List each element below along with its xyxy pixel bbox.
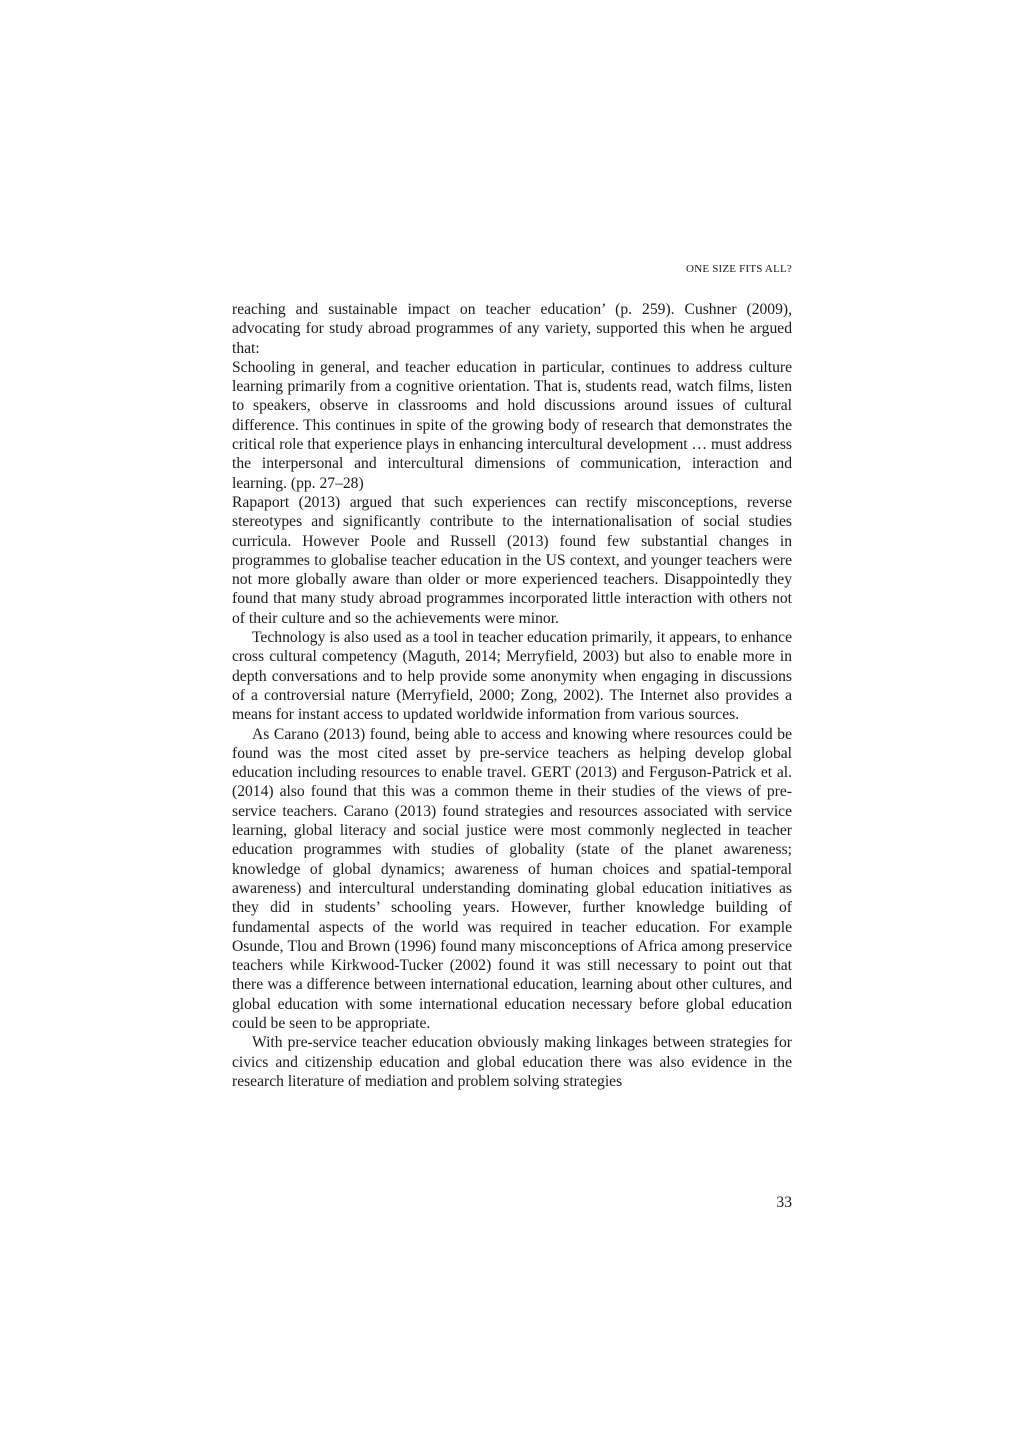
body-text xyxy=(232,300,792,1091)
paragraph-carano: As Carano (2013) found, being able to access and knowing where resources could be found was the most cited asset by pre-service teachers as helping develop global education including resources to enable travel. GERT (2013) and Ferguson-Patrick et al. (2014) also found that this was a common theme in their studies of the views of pre-service teachers. Carano (2013) found strategies and resources associated with service learning, global literacy and social justice were most commonly neglected in teacher education programmes with studies of globality (state of the planet awareness; knowledge of global dynamics; awareness of human choices and spatial-temporal awareness) and intercultural understanding dominating global education initiatives as they did in students’ schooling years. However, further knowledge building of fundamental aspects of the world was required in teacher education. For example Osunde, Tlou and Brown (1996) found many misconceptions of Africa among preservice teachers while Kirkwood-Tucker (2002) found it was still necessary to point out that there was a difference between international education, learning about other cultures, and global education with some international education necessary before global education could be seen to be appropriate. xyxy=(232,725,792,1032)
paragraph-preservice: With pre-service teacher education obviously making linkages between strategies for civics and citizenship education and global education there was also evidence in the research literature of mediation and problem solving strategies xyxy=(232,1034,792,1090)
page-number: 33 xyxy=(776,1194,792,1211)
paragraph-technology: Technology is also used as a tool in teacher education primarily, it appears, to enhance cross cultural competency (Maguth, 2014; Merryfield, 2003) but also to enable more in depth conversations and to help provide some anonymity when engaging in discussions of a controversial nature (Merryfield, 2000; Zong, 2002). The Internet also provides a means for instant access to updated worldwide information from various sources. xyxy=(232,629,792,724)
paragraph-rapaport: Rapaport (2013) argued that such experiences can rectify misconceptions, reverse stereotypes and significantly contribute to the internationalisation of social studies curricula. However Poole and Russell (2013) found few substantial changes in programmes to globalise teacher education in the US context, and younger teachers were not more globally aware than older or more experienced teachers. Disappointedly they found that many study abroad programmes incorporated little interaction with others not of their culture and so the achievements were minor. xyxy=(232,493,792,627)
block-quote: Schooling in general, and teacher education in particular, continues to address culture learning primarily from a cognitive orientation. That is, students read, watch films, listen to speakers, observe in classrooms and hold discussions around issues of cultural difference. This continues in spite of the growing body of research that demonstrates the critical role that experience plays in enhancing intercultural development … must address the interpersonal and intercultural dimensions of communication, interaction and learning. (pp. 27–28) xyxy=(232,358,792,492)
paragraph-opening: reaching and sustainable impact on teacher education’ (p. 259). Cushner (2009), advocating for study abroad programmes of any variety, supported this when he argued that: xyxy=(232,301,792,357)
running-head: ONE SIZE FITS ALL? xyxy=(686,263,792,275)
